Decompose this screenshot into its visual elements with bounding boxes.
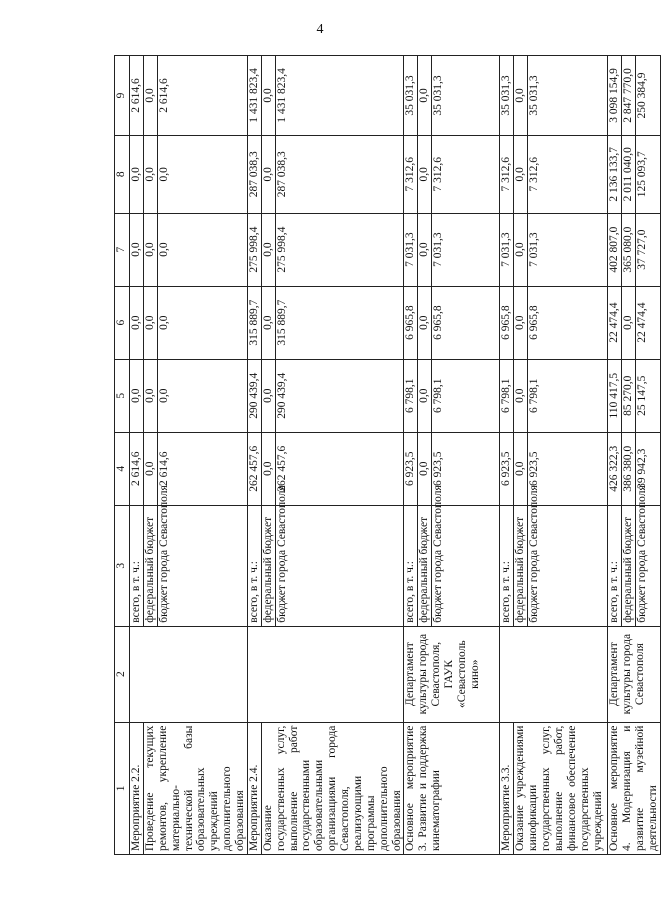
value-federal: 0,0: [514, 136, 528, 213]
value-total: 6 798,1: [500, 360, 514, 432]
value-federal: 0,0: [514, 214, 528, 286]
activity-cell: [130, 722, 248, 854]
value-federal: 0,0: [144, 360, 158, 432]
value-city: 0,0: [157, 242, 170, 257]
value-cell: [247, 135, 404, 213]
value-federal: 0,0: [262, 360, 276, 432]
value-cell: [247, 213, 404, 286]
source-total: всего, в т. ч.:: [248, 506, 262, 626]
activity-description: Развитие и поддержка кинематографии: [417, 725, 443, 851]
header-cell: 3: [115, 505, 130, 626]
value-city: 0,0: [157, 167, 170, 182]
value-federal: 0,0: [144, 136, 158, 213]
value-cell: [404, 432, 500, 505]
value-federal: 0,0: [262, 214, 276, 286]
table-row: [608, 56, 661, 855]
value-cell: [608, 213, 661, 286]
value-cell: [130, 213, 248, 286]
value-federal: 0,0: [144, 433, 158, 505]
value-cell: [608, 286, 661, 359]
value-total: 22 474,4: [608, 287, 622, 359]
activity-cell: [608, 722, 661, 854]
value-total: 1 431 823,4: [248, 56, 262, 135]
value-federal: 0,0: [144, 214, 158, 286]
value-cell: [500, 56, 608, 136]
value-city: 6 923,5: [432, 451, 445, 486]
value-cell: [608, 359, 661, 432]
value-cell: [404, 286, 500, 359]
value-city: 6 965,8: [432, 305, 445, 340]
activity-title: Основное мероприятие 3.: [404, 725, 430, 851]
source-total: всего, в т. ч.:: [608, 506, 622, 626]
value-total: 6 965,8: [404, 287, 418, 359]
value-total: 0,0: [130, 214, 144, 286]
value-total: 290 439,4: [248, 360, 262, 432]
value-cell: [247, 286, 404, 359]
value-cell: [608, 56, 661, 136]
value-federal: 0,0: [262, 287, 276, 359]
value-cell: [500, 432, 608, 505]
executor-cell: [130, 626, 248, 722]
header-cell: 1: [115, 722, 130, 854]
header-cell: 7: [115, 213, 130, 286]
value-city: 25 147,5: [636, 375, 649, 416]
value-city: 0,0: [157, 388, 170, 403]
value-cell: [130, 286, 248, 359]
value-total: 2 136 133,7: [608, 136, 622, 213]
rotated-table-container: [114, 55, 659, 855]
header-cell: 8: [115, 135, 130, 213]
value-city: 290 439,4: [275, 372, 288, 419]
value-federal: 0,0: [262, 433, 276, 505]
value-federal: 365 080,0: [622, 214, 636, 286]
value-cell: [404, 56, 500, 136]
executor-cell: [500, 626, 608, 722]
value-cell: [130, 56, 248, 136]
executor-cell: [247, 626, 404, 722]
value-city: 6 965,8: [528, 305, 541, 340]
source-city: бюджет города Севастополя: [636, 485, 649, 623]
value-cell: [608, 135, 661, 213]
source-federal: федеральный бюджет: [262, 506, 276, 626]
source-cell: [500, 485, 608, 626]
value-total: 35 031,3: [500, 56, 514, 135]
value-total: 110 417,5: [608, 360, 622, 432]
value-total: 262 457,6: [248, 433, 262, 505]
source-cell: [130, 485, 248, 626]
header-row: [115, 56, 130, 855]
value-cell: [404, 135, 500, 213]
value-total: 6 798,1: [404, 360, 418, 432]
source-cell: [404, 485, 500, 626]
table-row: [500, 56, 608, 855]
value-cell: [608, 432, 661, 505]
table-row: [130, 56, 248, 855]
activity-cell: [404, 722, 500, 854]
header-cell: 6: [115, 286, 130, 359]
value-city: 6 798,1: [528, 378, 541, 413]
value-city: 125 093,7: [636, 151, 649, 198]
value-total: 287 038,3: [248, 136, 262, 213]
value-cell: [500, 135, 608, 213]
value-city: 35 031,3: [528, 75, 541, 116]
value-total: 35 031,3: [404, 56, 418, 135]
value-city: 6 923,5: [528, 451, 541, 486]
value-city: 315 889,7: [275, 299, 288, 346]
value-total: 2 614,6: [130, 56, 144, 135]
executor-cell: Департамент культуры города Севастополя: [608, 626, 661, 722]
value-city: 250 384,9: [636, 72, 649, 119]
value-federal: 0,0: [144, 287, 158, 359]
activity-title: Мероприятие 2.4.: [248, 723, 262, 854]
value-cell: [247, 432, 404, 505]
value-city: 37 727,0: [636, 229, 649, 270]
value-total: 6 923,5: [404, 433, 418, 505]
source-city: бюджет города Севастополя: [157, 485, 170, 623]
table-row: [404, 56, 500, 855]
value-federal: 0,0: [514, 56, 528, 135]
value-city: 287 038,3: [275, 151, 288, 198]
header-cell: 2: [115, 626, 130, 722]
value-cell: [404, 359, 500, 432]
value-city: 275 998,4: [275, 226, 288, 273]
header-cell: 4: [115, 432, 130, 505]
value-total: 402 807,0: [608, 214, 622, 286]
value-city: 39 942,3: [636, 448, 649, 489]
header-cell: 5: [115, 359, 130, 432]
value-cell: [247, 359, 404, 432]
value-federal: 0,0: [418, 360, 432, 432]
value-total: 0,0: [130, 360, 144, 432]
value-cell: [500, 213, 608, 286]
page-number: 4: [316, 22, 324, 37]
value-federal: 2 847 770,0: [622, 56, 636, 135]
value-city: 0,0: [157, 315, 170, 330]
value-federal: 0,0: [418, 136, 432, 213]
value-cell: [247, 56, 404, 136]
activity-title: Мероприятие 2.2.: [130, 723, 144, 854]
activity-description: Оказание учреждениями кинофикации государственных услуг, выполнение работ, финансовое обеспечение государственных учреждений: [514, 725, 604, 851]
value-total: 315 889,7: [248, 287, 262, 359]
value-cell: [130, 359, 248, 432]
value-city: 262 457,6: [275, 445, 288, 492]
source-city: бюджет города Севастополя: [432, 485, 445, 623]
value-federal: 0,0: [514, 360, 528, 432]
value-city: 7 031,3: [432, 232, 445, 267]
value-total: 275 998,4: [248, 214, 262, 286]
value-city: 1 431 823,4: [275, 68, 288, 123]
value-city: 22 474,4: [636, 302, 649, 343]
value-city: 7 312,6: [432, 157, 445, 192]
value-total: 7 031,3: [500, 214, 514, 286]
source-cell: [608, 485, 661, 626]
value-federal: 0,0: [514, 287, 528, 359]
value-city: 2 614,6: [157, 78, 170, 113]
header-cell: 9: [115, 56, 130, 136]
source-federal: федеральный бюджет: [622, 506, 636, 626]
value-federal: 0,0: [418, 433, 432, 505]
value-federal: 0,0: [262, 136, 276, 213]
table-row: [247, 56, 404, 855]
value-total: 0,0: [130, 136, 144, 213]
source-total: всего, в т. ч.:: [500, 506, 514, 626]
value-total: 6 965,8: [500, 287, 514, 359]
value-total: 0,0: [130, 287, 144, 359]
value-city: 2 614,6: [157, 451, 170, 486]
value-federal: 0,0: [144, 56, 158, 135]
value-city: 7 031,3: [528, 232, 541, 267]
value-federal: 386 380,0: [622, 433, 636, 505]
value-total: 426 322,3: [608, 433, 622, 505]
activity-title: Мероприятие 3.3.: [500, 723, 514, 854]
value-federal: 0,0: [622, 287, 636, 359]
source-federal: федеральный бюджет: [144, 506, 158, 626]
activity-description: Модернизация и развитие музейной деятельности: [621, 725, 659, 851]
value-total: 6 923,5: [500, 433, 514, 505]
value-city: 7 312,6: [528, 157, 541, 192]
source-federal: федеральный бюджет: [514, 506, 528, 626]
value-cell: [500, 286, 608, 359]
value-federal: 0,0: [418, 56, 432, 135]
value-city: 35 031,3: [432, 75, 445, 116]
value-city: 6 798,1: [432, 378, 445, 413]
executor-cell: Департамент культуры города Севастополя, ГАУК «Севастополь кино»: [404, 626, 500, 722]
value-cell: [500, 359, 608, 432]
activity-title: Основное мероприятие 4.: [608, 725, 634, 851]
source-city: бюджет города Севастополя: [528, 485, 541, 623]
value-total: 3 098 154,9: [608, 56, 622, 135]
value-federal: 0,0: [514, 433, 528, 505]
source-cell: [247, 485, 404, 626]
source-city: бюджет города Севастополя: [275, 485, 288, 623]
budget-table: [114, 55, 661, 855]
activity-cell: [500, 722, 608, 854]
value-cell: [404, 213, 500, 286]
value-cell: [130, 135, 248, 213]
value-total: 2 614,6: [130, 433, 144, 505]
activity-description: Оказание государственных услуг, выполнение работ государственными образовательными организациями города Севастополя, реализующими программы дополнительного образования: [261, 725, 403, 851]
value-federal: 0,0: [262, 56, 276, 135]
source-federal: федеральный бюджет: [418, 506, 432, 626]
value-federal: 0,0: [418, 214, 432, 286]
value-federal: 85 270,0: [622, 360, 636, 432]
value-total: 7 031,3: [404, 214, 418, 286]
value-total: 7 312,6: [500, 136, 514, 213]
activity-cell: [247, 722, 404, 854]
value-federal: 0,0: [418, 287, 432, 359]
value-total: 7 312,6: [404, 136, 418, 213]
value-cell: [130, 432, 248, 505]
value-federal: 2 011 040,0: [622, 136, 636, 213]
source-total: всего, в т. ч.:: [130, 506, 144, 626]
activity-description: Проведение текущих ремонтов, укрепление материально-технической базы образовательных учреждений дополнительного образования: [143, 725, 246, 851]
source-total: всего, в т. ч.:: [404, 506, 418, 626]
